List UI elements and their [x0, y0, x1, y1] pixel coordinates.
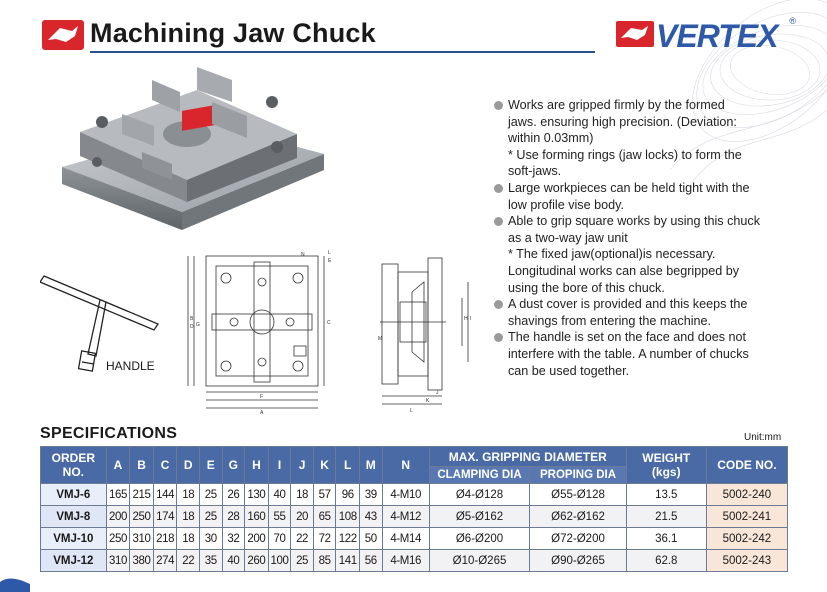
dimension-cell: 310 — [106, 550, 130, 572]
bullet-icon — [494, 217, 503, 226]
dimension-cell: 30 — [200, 528, 223, 550]
brand-mark-icon — [616, 21, 654, 47]
feature-item — [494, 180, 794, 213]
dimension-cell: 4-M10 — [382, 484, 429, 506]
code-no-cell: 5002-242 — [706, 528, 787, 550]
unit-label: Unit:mm — [744, 432, 782, 443]
bullet-icon — [494, 184, 503, 193]
feature-line: Large workpieces can be held tight with the — [508, 180, 750, 195]
dimension-cell: 250 — [130, 506, 154, 528]
handle-label: HANDLE — [106, 359, 155, 373]
header-n: N — [382, 447, 429, 484]
product-photo — [62, 62, 324, 232]
feature-line: The handle is set on the face and does not — [508, 330, 747, 345]
dimension-cell: 50 — [360, 528, 383, 550]
feature-line: as a two-way jaw unit — [508, 230, 628, 245]
header-order-no: ORDER NO. — [41, 447, 107, 484]
dimension-cell: 25 — [200, 484, 223, 506]
order-no-cell: VMJ-6 — [41, 484, 107, 506]
dim-label-f: F — [260, 394, 264, 400]
proping-dia-cell: Ø72-Ø200 — [530, 528, 626, 550]
clamping-dia-cell: Ø5-Ø162 — [429, 506, 530, 528]
header-j: J — [291, 447, 314, 484]
dimension-cell: 122 — [336, 528, 360, 550]
specifications-body — [41, 484, 788, 572]
dimension-cell: 130 — [245, 484, 269, 506]
header-i: I — [268, 447, 291, 484]
feature-line: A dust cover is provided and this keeps the — [508, 297, 748, 312]
dimension-cell: 56 — [360, 550, 383, 572]
dimension-cell: 144 — [153, 484, 177, 506]
code-no-cell: 5002-240 — [706, 484, 787, 506]
table-row — [41, 506, 788, 528]
dimension-cell: 96 — [336, 484, 360, 506]
header-c: C — [153, 447, 177, 484]
header-k: K — [313, 447, 336, 484]
front-view-drawing — [182, 242, 342, 422]
dimension-cell: 20 — [291, 506, 314, 528]
feature-list — [494, 97, 794, 379]
dimension-cell: 55 — [268, 506, 291, 528]
registered-mark: ® — [789, 16, 796, 26]
dim-label-k: K — [426, 398, 430, 404]
feature-line: Works are gripped firmly by the formed — [508, 98, 725, 112]
dim-label-l2: L — [410, 408, 413, 414]
bullet-icon — [494, 333, 503, 342]
feature-line: Able to grip square works by using this chuck — [508, 214, 760, 229]
dimension-cell: 40 — [268, 484, 291, 506]
dimension-cell: 165 — [106, 484, 130, 506]
feature-item — [494, 329, 794, 379]
dim-label-h: H — [464, 316, 468, 322]
specifications-table — [40, 446, 788, 572]
clamping-dia-cell: Ø6-Ø200 — [429, 528, 530, 550]
dimension-cell: 100 — [268, 550, 291, 572]
dimension-cell: 174 — [153, 506, 177, 528]
feature-line: Longitudinal works can alse begripped by — [508, 263, 740, 278]
dimension-cell: 260 — [245, 550, 269, 572]
clamping-dia-cell: Ø10-Ø265 — [429, 550, 530, 572]
header-a: A — [106, 447, 130, 484]
clamping-dia-cell: Ø4-Ø128 — [429, 484, 530, 506]
table-row — [41, 550, 788, 572]
dimension-cell: 22 — [177, 550, 200, 572]
header-l: L — [336, 447, 360, 484]
dimension-cell: 18 — [291, 484, 314, 506]
feature-item — [494, 147, 794, 180]
header-m: M — [360, 447, 383, 484]
dimension-cell: 160 — [245, 506, 269, 528]
proping-dia-cell: Ø62-Ø162 — [530, 506, 626, 528]
dimension-cell: 4-M16 — [382, 550, 429, 572]
table-row — [41, 484, 788, 506]
header-d: D — [177, 447, 200, 484]
dimension-cell: 25 — [291, 550, 314, 572]
dim-label-b: B — [190, 316, 194, 322]
feature-line: low profile vise body. — [508, 197, 624, 212]
dim-label-i: I — [470, 316, 472, 322]
dim-label-g: G — [196, 322, 200, 328]
dimension-cell: 26 — [222, 484, 245, 506]
header-h: H — [245, 447, 269, 484]
dimension-cell: 215 — [130, 484, 154, 506]
order-no-cell: VMJ-10 — [41, 528, 107, 550]
dimension-cell: 85 — [313, 550, 336, 572]
dimension-cell: 108 — [336, 506, 360, 528]
dimension-cell: 65 — [313, 506, 336, 528]
feature-line: soft-jaws. — [508, 164, 562, 179]
weight-cell: 21.5 — [626, 506, 706, 528]
bullet-icon — [494, 300, 503, 309]
bullet-icon — [494, 101, 503, 110]
dimension-cell: 4-M14 — [382, 528, 429, 550]
dim-label-d: D — [190, 324, 194, 330]
table-row — [41, 528, 788, 550]
feature-item — [494, 97, 794, 147]
header-g: G — [222, 447, 245, 484]
feature-item — [494, 246, 794, 296]
feature-line: shavings from entering the machine. — [508, 313, 712, 328]
dim-label-l: L — [328, 250, 331, 256]
header-b: B — [130, 447, 154, 484]
specifications-title: SPECIFICATIONS — [40, 425, 178, 442]
side-view-drawing — [376, 242, 486, 422]
brand-name: VERTEX — [656, 18, 778, 54]
dimension-cell: 40 — [222, 550, 245, 572]
dimension-cell: 22 — [291, 528, 314, 550]
header-proping-dia: PROPING DIA — [530, 467, 626, 484]
dimension-cell: 380 — [130, 550, 154, 572]
weight-cell: 36.1 — [626, 528, 706, 550]
dimension-cell: 218 — [153, 528, 177, 550]
feature-line: * Use forming rings (jaw locks) to form the — [508, 147, 742, 162]
feature-line: interfere with the table. A number of chucks — [508, 346, 749, 361]
dim-label-a: A — [260, 410, 264, 416]
dimension-cell: 70 — [268, 528, 291, 550]
code-no-cell: 5002-243 — [706, 550, 787, 572]
dimension-cell: 18 — [177, 484, 200, 506]
order-no-cell: VMJ-8 — [41, 506, 107, 528]
dimension-cell: 28 — [222, 506, 245, 528]
feature-line: * The fixed jaw(optional)is necessary. — [508, 247, 716, 262]
dimension-cell: 250 — [106, 528, 130, 550]
header-clamping-dia: CLAMPING DIA — [429, 467, 530, 484]
feature-line: can be used together. — [508, 363, 630, 378]
header-e: E — [200, 447, 223, 484]
corner-decoration — [0, 574, 30, 592]
dimension-cell: 43 — [360, 506, 383, 528]
dim-label-j: J — [436, 390, 439, 396]
dimension-cell: 32 — [222, 528, 245, 550]
proping-dia-cell: Ø90-Ø265 — [530, 550, 626, 572]
header-weight: WEIGHT (kgs) — [626, 447, 706, 484]
dim-label-c: C — [327, 320, 331, 326]
dimension-cell: 141 — [336, 550, 360, 572]
dim-label-m: M — [378, 336, 383, 342]
dimension-cell: 18 — [177, 506, 200, 528]
dim-label-n: N — [301, 252, 305, 258]
dimension-cell: 72 — [313, 528, 336, 550]
dimension-cell: 200 — [245, 528, 269, 550]
dimension-cell: 57 — [313, 484, 336, 506]
dimension-cell: 35 — [200, 550, 223, 572]
dimension-cell: 200 — [106, 506, 130, 528]
proping-dia-cell: Ø55-Ø128 — [530, 484, 626, 506]
dimension-cell: 18 — [177, 528, 200, 550]
brand-logo — [616, 18, 796, 54]
weight-cell: 13.5 — [626, 484, 706, 506]
header-max-gripping: MAX. GRIPPING DIAMETER — [429, 447, 626, 467]
feature-line: using the bore of this chuck. — [508, 280, 665, 295]
title-underline — [90, 51, 595, 53]
weight-cell: 62.8 — [626, 550, 706, 572]
dimension-cell: 39 — [360, 484, 383, 506]
code-no-cell: 5002-241 — [706, 506, 787, 528]
dimension-cell: 25 — [200, 506, 223, 528]
dimension-cell: 274 — [153, 550, 177, 572]
dimension-cell: 4-M12 — [382, 506, 429, 528]
feature-line: within 0.03mm) — [508, 131, 594, 146]
dimension-cell: 310 — [130, 528, 154, 550]
feature-line: jaws. ensuring high precision. (Deviation: — [508, 114, 737, 129]
page-title: Machining Jaw Chuck — [90, 18, 376, 48]
dim-label-e: E — [328, 258, 332, 264]
order-no-cell: VMJ-12 — [41, 550, 107, 572]
header-code-no: CODE NO. — [706, 447, 787, 484]
feature-item — [494, 296, 794, 329]
logo-icon — [42, 20, 84, 50]
feature-item — [494, 213, 794, 246]
